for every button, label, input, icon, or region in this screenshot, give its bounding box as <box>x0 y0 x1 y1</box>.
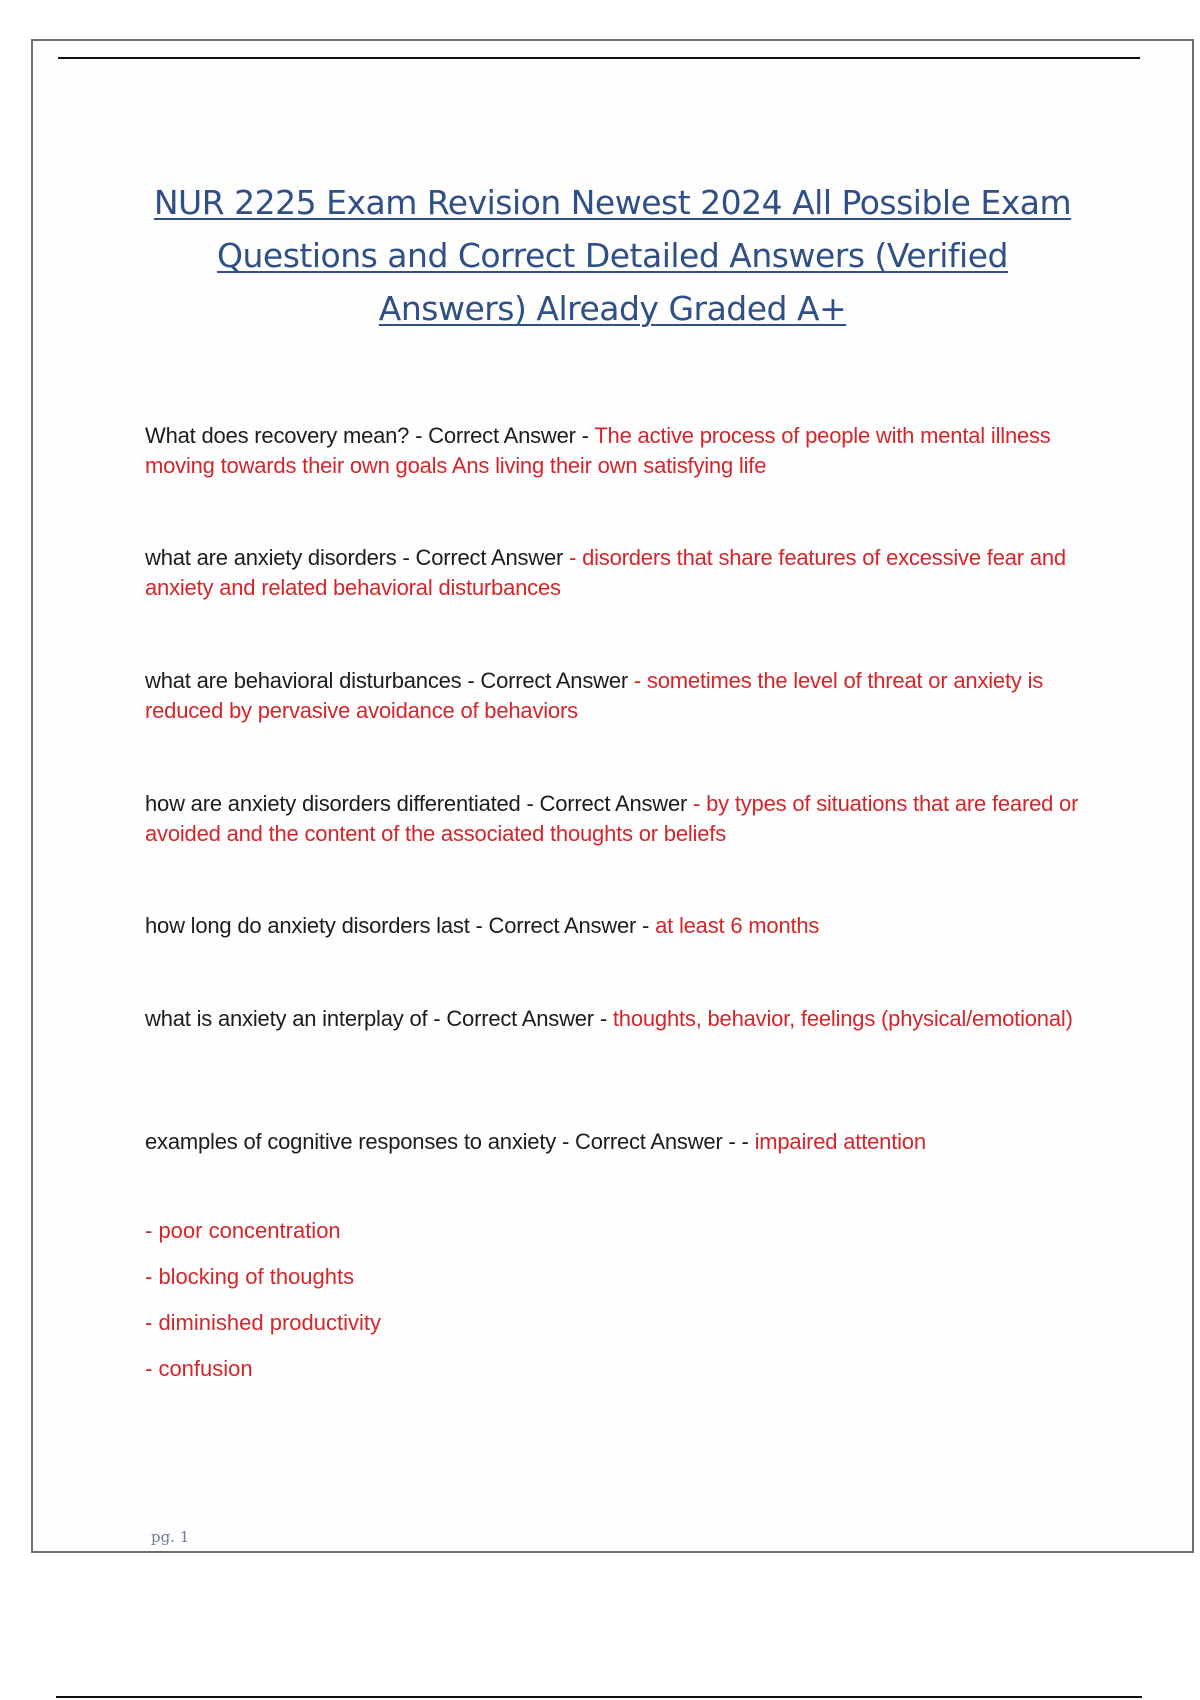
qa-item <box>145 911 1125 941</box>
answer-text: at least 6 months <box>655 913 820 938</box>
list-item: - blocking of thoughts <box>145 1264 355 1289</box>
page-number: pg. 1 <box>151 1528 190 1546</box>
question-text: What does recovery mean? - Correct Answer - <box>145 423 595 448</box>
qa-item <box>145 666 1125 726</box>
answer-text: - disorders that share features of excessive fear and anxiety and related behavioral disturbances <box>145 545 1066 600</box>
qa-item <box>145 421 1125 481</box>
question-text: examples of cognitive responses to anxiety - Correct Answer - - <box>145 1129 755 1154</box>
cognitive-response-list <box>145 1208 381 1392</box>
header-rule <box>58 57 1140 59</box>
question-text: what are anxiety disorders - Correct Answer <box>145 545 570 570</box>
document-page <box>31 39 1194 1553</box>
qa-item <box>145 1004 1125 1034</box>
qa-item <box>145 789 1125 849</box>
answer-text: impaired attention <box>754 1129 926 1154</box>
answer-text: thoughts, behavior, feelings (physical/emotional) <box>612 1006 1073 1031</box>
list-item: - poor concentration <box>145 1218 341 1243</box>
document-title: NUR 2225 Exam Revision Newest 2024 All Possible Exam Questions and Correct Detailed Answers (Verified Answers) Already Graded A+ <box>153 183 1072 328</box>
qa-item <box>145 543 1125 603</box>
next-page-rule <box>56 1696 1142 1698</box>
question-text: what is anxiety an interplay of - Correct Answer - <box>145 1006 613 1031</box>
question-text: how are anxiety disorders differentiated - Correct Answer <box>145 791 694 816</box>
question-text: how long do anxiety disorders last - Correct Answer - <box>145 913 656 938</box>
answer-text: - by types of situations that are feared or avoided and the content of the associated thoughts or beliefs <box>145 791 1079 846</box>
answer-text: - sometimes the level of threat or anxiety is reduced by pervasive avoidance of behaviors <box>145 668 1044 723</box>
list-item: - confusion <box>145 1356 253 1381</box>
list-item: - diminished productivity <box>145 1310 381 1335</box>
answer-text: The active process of people with mental illness moving towards their own goals Ans living their own satisfying life <box>145 423 1051 478</box>
qa-item <box>145 1127 1125 1157</box>
question-text: what are behavioral disturbances - Correct Answer <box>145 668 634 693</box>
